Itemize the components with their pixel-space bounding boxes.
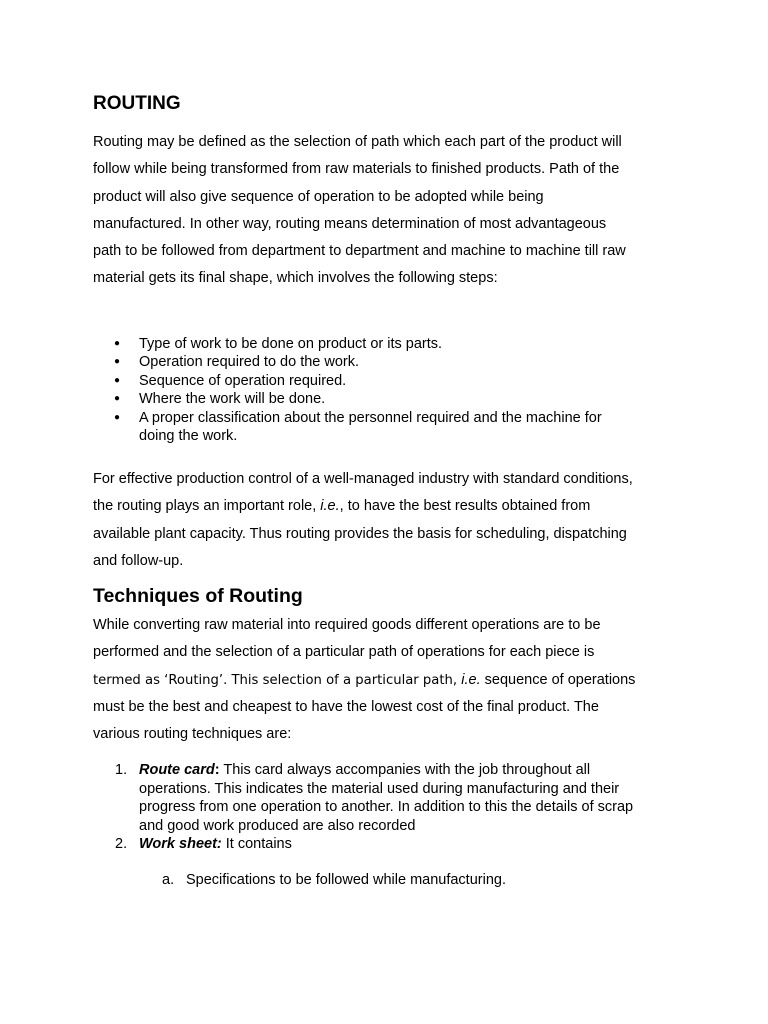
intro-line: path to be followed from department to department and machine to machine till raw [93, 243, 626, 260]
list-item [93, 335, 693, 353]
step-text: A proper classification about the personnel required and the machine for [139, 409, 602, 426]
techniques-line-part: sequence of operations [480, 671, 636, 688]
techniques-line [93, 667, 693, 694]
steps-list [93, 335, 693, 445]
intro-paragraph [93, 129, 693, 293]
item-letter: a. [162, 872, 175, 888]
item-number: 1. [115, 762, 128, 778]
step-text: Sequence of operation required. [139, 372, 347, 389]
list-item [93, 761, 693, 835]
item-text: progress from one operation to another. In addition to this the details of scrap [139, 799, 634, 816]
term-work-sheet: Work sheet: [139, 836, 222, 853]
intro-line: manufactured. In other way, routing means determination of most advantageous [93, 215, 607, 232]
item-text: This card always accompanies with the job throughout all [219, 762, 591, 778]
techniques-line: various routing techniques are: [93, 726, 292, 743]
heading-techniques: Techniques of Routing [93, 585, 303, 607]
item-text: operations. This indicates the material used during manufacturing and their [139, 780, 620, 797]
bullet-icon: ● [114, 393, 121, 405]
item-text: It contains [221, 836, 292, 853]
techniques-paragraph [93, 612, 693, 748]
bullet-icon: ● [114, 374, 121, 386]
list-item [93, 835, 693, 854]
control-line: For effective production control of a well-managed industry with standard conditions, [93, 471, 633, 487]
techniques-line-part: termed as ‘Routing’. This selection of a particular path, [93, 672, 462, 688]
control-line-part: , to have the best results obtained from [339, 498, 591, 515]
intro-line: product will also give sequence of operation to be adopted while being [93, 188, 544, 205]
step-text: Type of work to be done on product or its parts. [139, 336, 443, 352]
intro-line: follow while being transformed from raw materials to finished products. Path of the [93, 161, 620, 178]
step-text: Operation required to do the work. [139, 354, 360, 371]
bullet-icon: ● [114, 411, 121, 423]
control-line: and follow-up. [93, 552, 184, 569]
techniques-line: must be the best and cheapest to have the lowest cost of the final product. The [93, 698, 599, 715]
bullet-icon: ● [114, 338, 121, 349]
list-item [93, 871, 693, 890]
control-line: available plant capacity. Thus routing provides the basis for scheduling, dispatching [93, 525, 627, 542]
step-text: Where the work will be done. [139, 391, 326, 408]
control-line [93, 493, 693, 520]
techniques-line: performed and the selection of a particular path of operations for each piece is [93, 644, 595, 661]
control-line-part: the routing plays an important role, [93, 498, 321, 515]
list-item [93, 390, 693, 408]
intro-line: Routing may be defined as the selection of path which each part of the product will [93, 134, 622, 150]
term-colon: : [214, 762, 220, 778]
heading-routing: ROUTING [93, 93, 181, 114]
work-sheet-sublist [93, 871, 693, 890]
intro-line: material gets its final shape, which involves the following steps: [93, 270, 498, 287]
term-route-card: Route card [139, 762, 215, 778]
bullet-icon: ● [114, 356, 121, 368]
control-paragraph [93, 466, 693, 575]
list-item [93, 372, 693, 390]
list-item [93, 409, 693, 446]
techniques-list [93, 761, 693, 854]
step-text-continuation: doing the work. [139, 428, 238, 445]
techniques-line: While converting raw material into required goods different operations are to be [93, 617, 601, 633]
abbrev-ie: i.e. [320, 498, 340, 515]
item-text: Specifications to be followed while manufacturing. [186, 872, 506, 888]
list-item [93, 353, 693, 371]
item-number: 2. [115, 836, 128, 853]
abbrev-ie: i.e. [461, 671, 481, 688]
item-text: and good work produced are also recorded [139, 817, 416, 834]
